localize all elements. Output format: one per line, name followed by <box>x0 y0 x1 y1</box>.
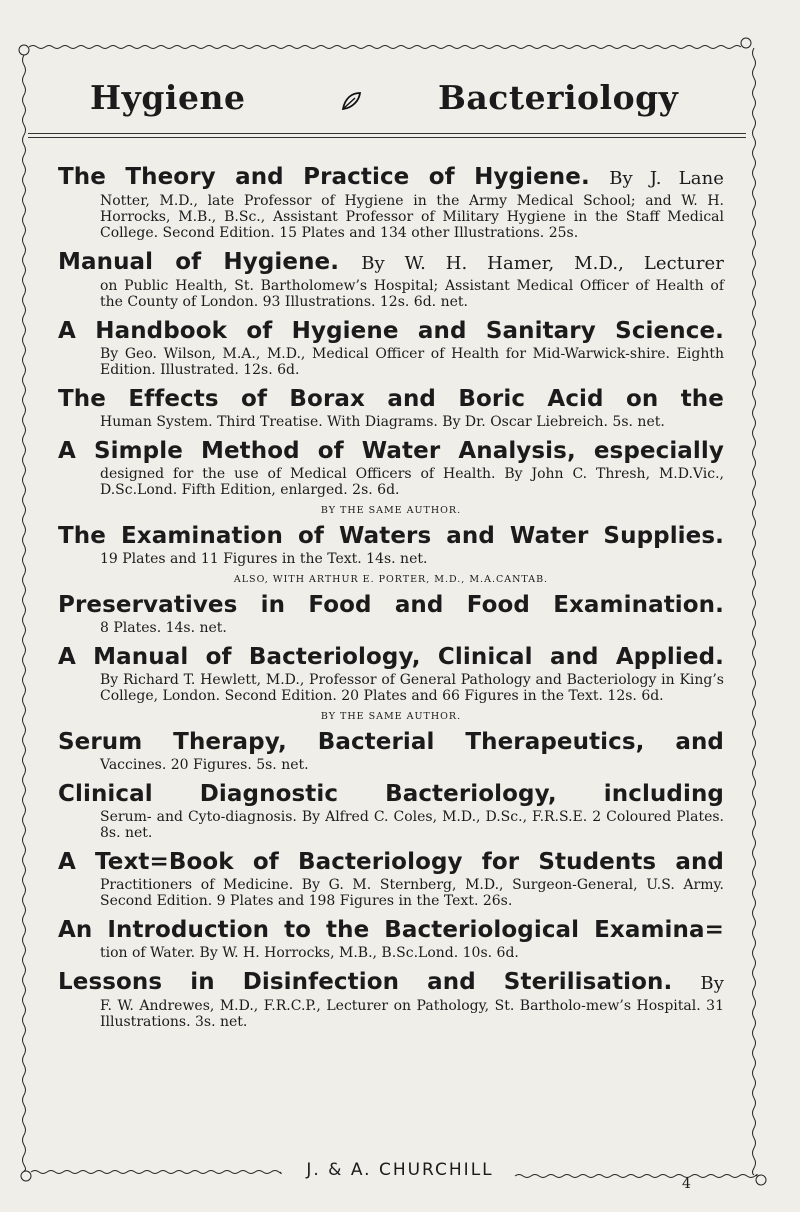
same-author-note: ALSO, WITH ARTHUR E. PORTER, M.D., M.A.CANTAB. <box>233 574 549 585</box>
book-entry <box>58 163 724 241</box>
book-entry <box>58 385 724 430</box>
book-title-text: A Handbook of Hygiene and Sanitary Science. <box>58 318 724 344</box>
book-entry <box>58 728 724 773</box>
book-title-text: Manual of Hygiene. <box>58 249 340 275</box>
book-title-text: The Theory and Practice of Hygiene. <box>58 164 590 190</box>
book-description: Human System. Third Treatise. With Diagrams. By Dr. Oscar Liebreich. 5s. net. <box>100 414 665 430</box>
book-author-start: By <box>700 973 725 994</box>
book-entry <box>58 248 724 310</box>
leaf-ornament-icon <box>340 90 362 112</box>
book-description: By Geo. Wilson, M.A., M.D., Medical Officer of Health for Mid-Warwick-shire. Eighth Edition. Illustrated. 12s. 6d. <box>100 346 724 378</box>
publisher-name: J. & A. CHURCHILL <box>306 1160 494 1180</box>
book-title <box>58 163 724 193</box>
book-description: Serum- and Cyto-diagnosis. By Alfred C. Coles, M.D., D.Sc., F.R.S.E. 2 Coloured Plates. 8s. net. <box>100 809 724 841</box>
book-title <box>58 643 724 672</box>
book-entry <box>58 437 724 498</box>
book-title <box>58 248 724 278</box>
book-description: F. W. Andrewes, M.D., F.R.C.P., Lecturer on Pathology, St. Bartholo-mew’s Hospital. 31 Illustrations. 3s. net. <box>100 998 724 1030</box>
header-rules <box>28 133 746 141</box>
book-description: Vaccines. 20 Figures. 5s. net. <box>100 757 309 773</box>
book-title-text: Clinical Diagnostic Bacteriology, including <box>58 781 724 807</box>
book-description: By Richard T. Hewlett, M.D., Professor of General Pathology and Bacteriology in King’s College, London. Second Edition. 20 Plates and 66 Figures in the Text. 12s. 6d. <box>100 672 724 704</box>
book-description: designed for the use of Medical Officers of Health. By John C. Thresh, M.D.Vic., D.Sc.Lond. Fifth Edition, enlarged. 2s. 6d. <box>100 466 724 498</box>
book-entry <box>58 317 724 378</box>
book-title <box>58 780 724 809</box>
header-bacteriology: Bacteriology <box>438 78 679 117</box>
book-description: on Public Health, St. Bartholomew’s Hospital; Assistant Medical Officer of Health of the County of London. 93 Illustrations. 12s. 6d. net. <box>100 278 724 310</box>
book-title <box>58 385 724 414</box>
book-description: Notter, M.D., late Professor of Hygiene in the Army Medical School; and W. H. Horrocks, M.B., B.Sc., Assistant Professor of Military Hygiene in the Staff Medical College. Second Edition. 15 Plates and 134 other Illustrations. 25s. <box>100 193 724 241</box>
book-description: 19 Plates and 11 Figures in the Text. 14s. net. <box>100 551 428 567</box>
book-author-start: By W. H. Hamer, M.D., Lecturer <box>361 253 724 274</box>
book-list <box>58 163 724 1037</box>
book-title-text: The Examination of Waters and Water Supplies. <box>58 523 724 549</box>
book-title <box>58 968 724 998</box>
book-title-text: A Manual of Bacteriology, Clinical and Applied. <box>58 644 724 670</box>
book-title <box>58 591 724 620</box>
book-title-text: Preservatives in Food and Food Examination. <box>58 592 724 618</box>
book-entry <box>58 968 724 1030</box>
book-title-text: An Introduction to the Bacteriological Examina= <box>58 917 724 943</box>
book-entry <box>58 643 724 704</box>
same-author-note: BY THE SAME AUTHOR. <box>320 505 462 516</box>
book-entry <box>58 848 724 909</box>
book-title-text: Lessons in Disinfection and Sterilisation. <box>58 969 673 995</box>
book-entry <box>58 591 724 636</box>
book-entry <box>58 780 724 841</box>
book-title-text: A Text=Book of Bacteriology for Students and <box>58 849 724 875</box>
book-title-text: A Simple Method of Water Analysis, especially <box>58 438 724 464</box>
book-title <box>58 848 724 877</box>
header-hygiene: Hygiene <box>90 78 246 117</box>
book-description: tion of Water. By W. H. Horrocks, M.B., B.Sc.Lond. 10s. 6d. <box>100 945 519 961</box>
page-number: 4 <box>682 1176 691 1192</box>
book-title <box>58 317 724 346</box>
book-title-text: The Effects of Borax and Boric Acid on the <box>58 386 724 412</box>
same-author-note: BY THE SAME AUTHOR. <box>320 711 462 722</box>
page-header <box>40 78 750 128</box>
book-title <box>58 728 724 757</box>
book-description: Practitioners of Medicine. By G. M. Sternberg, M.D., Surgeon-General, U.S. Army. Second Edition. 9 Plates and 198 Figures in the Text. 26s. <box>100 877 724 909</box>
book-title <box>58 916 724 945</box>
book-description: 8 Plates. 14s. net. <box>100 620 227 636</box>
book-title-text: Serum Therapy, Bacterial Therapeutics, and <box>58 729 724 755</box>
book-entry <box>58 916 724 961</box>
book-entry <box>58 522 724 567</box>
book-title <box>58 522 724 551</box>
book-author-start: By J. Lane <box>609 168 725 189</box>
book-title <box>58 437 724 466</box>
